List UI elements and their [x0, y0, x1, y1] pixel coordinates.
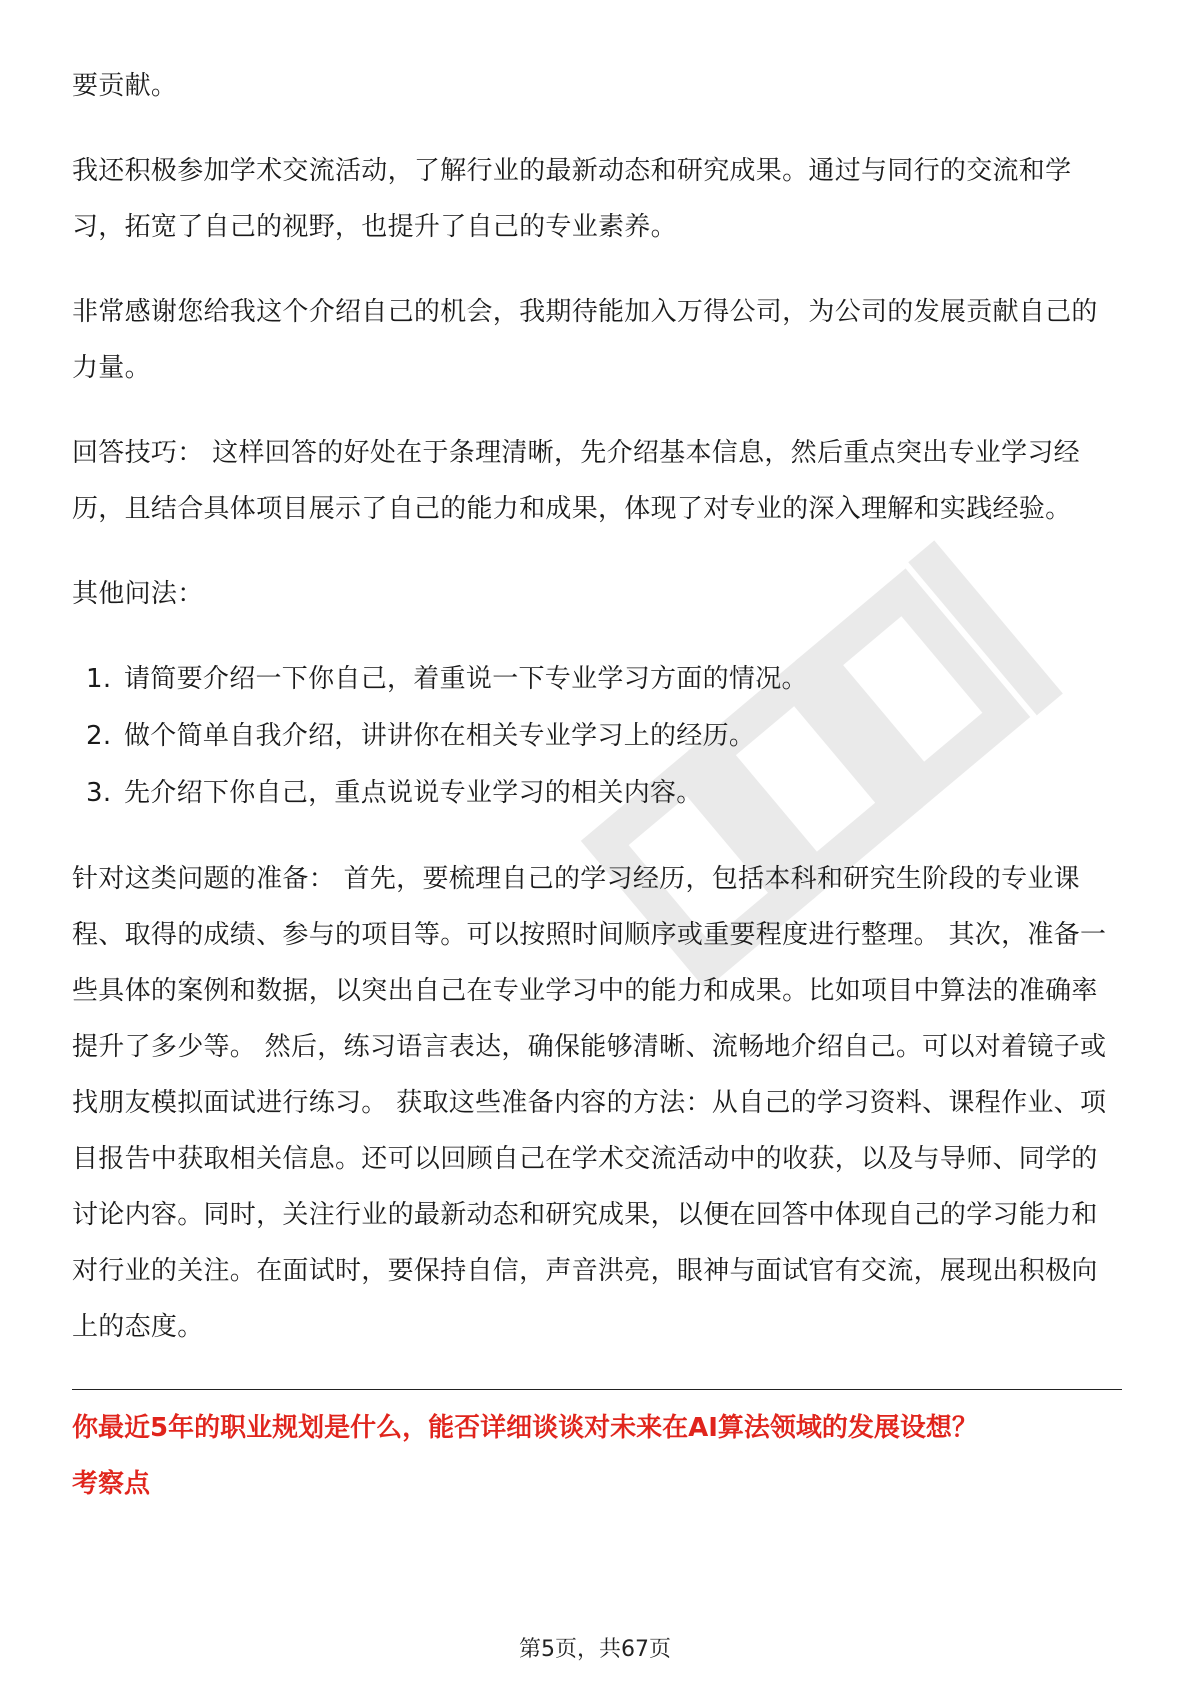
paragraph-answer-tips: 回答技巧： 这样回答的好处在于条理清晰，先介绍基本信息，然后重点突出专业学习经历，且结合具体项目展示了自己的能力和成果，体现了对专业的深入理解和实践经验。	[72, 438, 1080, 524]
paragraph-preparation: 针对这类问题的准备： 首先，要梳理自己的学习经历，包括本科和研究生阶段的专业课程、取得的成绩、参与的项目等。可以按照时间顺序或重要程度进行整理。 其次，准备一些具体的案例和数据，以突出自己在专业学习中的能力和成果。比如项目中算法的准确率提升了多少等。 然后，练习语言表达，确保能够清晰、流畅地介绍自己。可以对着镜子或找朋友模拟面试进行练习。 获取这些准备内容的方法：从自己的学习资料、课程作业、项目报告中获取相关信息。还可以回顾自己在学术交流活动中的收获，以及与导师、同学的讨论内容。同时，关注行业的最新动态和研究成果，以便在回答中体现自己的学习能力和对行业的关注。在面试时，要保持自信，声音洪亮，眼神与面试官有交流，展现出积极向上的态度。	[72, 864, 1107, 1342]
document-page	[72, 58, 1122, 1512]
list-item-text: 做个简单自我介绍，讲讲你在相关专业学习上的经历。	[124, 721, 756, 751]
list-item-number: 1.	[86, 664, 112, 694]
list-item-number: 2.	[86, 721, 112, 751]
list-item-number: 3.	[86, 778, 112, 808]
next-question-heading: 你最近5年的职业规划是什么，能否详细谈谈对未来在AI算法领域的发展设想？	[72, 1413, 978, 1443]
page-footer: 第5页，共67页	[519, 1637, 671, 1662]
section-label-assessment: 考察点	[72, 1469, 151, 1499]
paragraph-other-phrasings-label: 其他问法：	[72, 579, 204, 609]
alt-questions-list	[72, 651, 1122, 822]
section-divider	[72, 1389, 1122, 1390]
list-item	[72, 765, 1122, 822]
list-item	[72, 651, 1122, 708]
paragraph-contribution-ending: 要贡献。	[72, 71, 178, 101]
list-item-text: 先介绍下你自己，重点说说专业学习的相关内容。	[124, 778, 703, 808]
paragraph-academic-exchange: 我还积极参加学术交流活动，了解行业的最新动态和研究成果。通过与同行的交流和学习，拓宽了自己的视野，也提升了自己的专业素养。	[72, 156, 1072, 242]
paragraph-thanks: 非常感谢您给我这个介绍自己的机会，我期待能加入万得公司，为公司的发展贡献自己的力量。	[72, 297, 1098, 383]
list-item-text: 请简要介绍一下你自己，着重说一下专业学习方面的情况。	[124, 664, 808, 694]
list-item	[72, 708, 1122, 765]
